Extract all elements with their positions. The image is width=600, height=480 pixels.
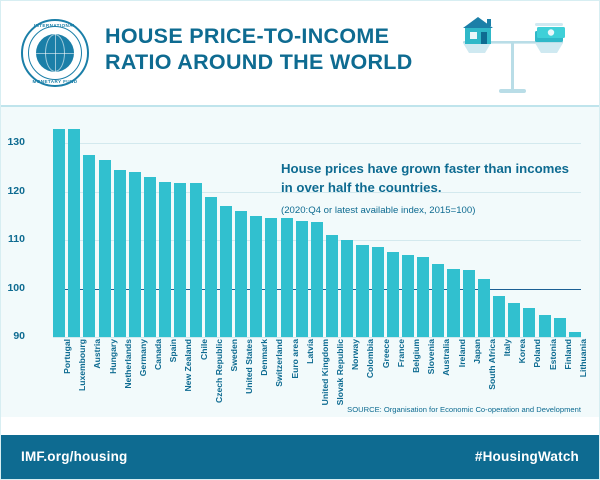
x-axis-label-text: Euro area — [289, 339, 300, 379]
bar-column — [235, 119, 247, 337]
callout-text — [281, 159, 571, 216]
chart-panel — [1, 107, 599, 417]
bar-column — [432, 119, 444, 337]
bar-column — [539, 119, 551, 337]
x-axis-label-text: Slovak Republic — [335, 339, 346, 406]
x-axis-label — [417, 339, 437, 413]
bar[interactable] — [144, 177, 156, 337]
x-axis-label-text: Japan — [471, 339, 482, 364]
footer-hashtag[interactable]: #HousingWatch — [474, 449, 579, 464]
bar[interactable] — [326, 235, 338, 337]
x-axis-label-text: Switzerland — [274, 339, 285, 387]
x-axis-label-text: Korea — [517, 339, 528, 364]
x-axis-label-text: Norway — [350, 339, 361, 371]
x-axis-label-text: United Kingdom — [319, 339, 330, 406]
bar-column — [99, 119, 111, 337]
x-axis-label-text: Luxembourg — [77, 339, 88, 392]
x-axis-label-text: Lithuania — [577, 339, 588, 378]
x-axis-label — [432, 339, 452, 413]
source-note: SOURCE: Organisation for Economic Co-operation and Development — [347, 405, 581, 414]
bar-column — [265, 119, 277, 337]
bar-column — [372, 119, 384, 337]
x-axis-label — [478, 339, 497, 413]
x-axis-label — [281, 339, 300, 413]
bar[interactable] — [83, 155, 95, 337]
bar[interactable] — [311, 222, 323, 337]
bar-column — [281, 119, 293, 337]
bar-column — [220, 119, 232, 337]
y-axis-tick-110: 110 — [8, 233, 25, 246]
bar-series — [53, 119, 581, 337]
bar-column — [159, 119, 171, 337]
bar[interactable] — [539, 315, 551, 337]
x-axis-label — [220, 339, 239, 413]
x-axis-label — [539, 339, 558, 413]
x-axis-label-text: Colombia — [365, 339, 376, 379]
x-axis-label — [447, 339, 467, 413]
bar-column — [341, 119, 353, 337]
bar[interactable] — [99, 160, 111, 337]
x-axis-label-text: Czech Republic — [213, 339, 224, 403]
bar[interactable] — [68, 129, 80, 337]
bar-column — [356, 119, 368, 337]
page-title — [105, 23, 425, 75]
bar[interactable] — [417, 257, 429, 337]
callout-sub: (2020:Q4 or latest available index, 2015=100) — [281, 205, 476, 216]
bar[interactable] — [523, 308, 535, 337]
imf-seal-icon — [21, 19, 91, 89]
x-axis-label-text: Germany — [137, 339, 148, 377]
x-axis-label-text: Denmark — [259, 339, 270, 376]
header — [1, 1, 599, 105]
bar[interactable] — [356, 245, 368, 337]
bar-column — [523, 119, 535, 337]
x-axis-label-text: Sweden — [228, 339, 239, 372]
bar[interactable] — [205, 197, 217, 337]
bar[interactable] — [235, 211, 247, 337]
bar[interactable] — [478, 279, 490, 337]
x-axis-label-text: Australia — [441, 339, 452, 376]
bar-column — [463, 119, 475, 337]
x-axis-label — [144, 339, 164, 413]
seal-text-top: INTERNATIONAL — [33, 22, 77, 28]
x-axis-label-text: Estonia — [547, 339, 558, 371]
x-axis-label — [463, 339, 482, 413]
bar-column — [114, 119, 126, 337]
bar[interactable] — [281, 218, 293, 337]
seal-text-bottom: MONETARY FUND — [32, 78, 78, 84]
bar-column — [129, 119, 141, 337]
bar[interactable] — [159, 182, 171, 337]
x-axis-label-text: Latvia — [304, 339, 315, 364]
x-axis-label — [174, 339, 194, 413]
bar[interactable] — [372, 247, 384, 337]
x-axis-label — [250, 339, 270, 413]
x-axis-label — [387, 339, 406, 413]
bar-column — [402, 119, 414, 337]
footer — [1, 435, 599, 479]
bar-column — [205, 119, 217, 337]
x-axis-label — [235, 339, 255, 413]
x-axis-label — [311, 339, 330, 413]
bar-column — [144, 119, 156, 337]
bar-column — [83, 119, 95, 337]
bar-column — [250, 119, 262, 337]
callout-main: House prices have grown faster than incomes in over half the countries. — [281, 161, 570, 195]
footer-site-link[interactable]: IMF.org/housing — [21, 449, 128, 464]
bar[interactable] — [508, 303, 520, 337]
x-axis-label — [523, 339, 543, 413]
seal-text — [21, 19, 89, 87]
bar-column — [554, 119, 566, 337]
x-axis-label — [569, 339, 588, 413]
x-axis-label-text: Ireland — [456, 339, 467, 368]
x-axis-label-text: New Zealand — [183, 339, 194, 392]
x-axis-label-text: Spain — [168, 339, 179, 363]
x-axis-label-text: Belgium — [410, 339, 421, 373]
bar-column — [508, 119, 520, 337]
bar[interactable] — [402, 255, 414, 337]
bar-column — [417, 119, 429, 337]
title-line-2: RATIO AROUND THE WORLD — [105, 50, 413, 74]
bar[interactable] — [447, 269, 459, 337]
x-axis-labels — [53, 339, 588, 413]
x-axis-label-text: Canada — [153, 339, 164, 371]
bar[interactable] — [190, 183, 202, 337]
x-axis-label-text: Finland — [562, 339, 573, 370]
x-axis-label-text: Slovenia — [426, 339, 437, 375]
y-axis-tick-90: 90 — [13, 330, 25, 342]
plot-area — [7, 119, 581, 342]
bar[interactable] — [114, 170, 126, 337]
x-axis-label — [68, 339, 88, 413]
bar[interactable] — [129, 172, 141, 337]
x-axis-label — [205, 339, 224, 413]
bar[interactable] — [554, 318, 566, 337]
bar-column — [447, 119, 459, 337]
x-axis-label — [265, 339, 285, 413]
bar-column — [53, 119, 65, 337]
x-axis-label-text: Portugal — [62, 339, 73, 374]
x-axis-label-text: Chile — [198, 339, 209, 361]
bar[interactable] — [174, 183, 186, 337]
bar-column — [190, 119, 202, 337]
bar[interactable] — [265, 218, 277, 337]
x-axis-label — [190, 339, 209, 413]
x-axis-label — [402, 339, 421, 413]
y-axis-tick-120: 120 — [7, 184, 25, 197]
bar[interactable] — [296, 221, 308, 337]
x-axis-label — [356, 339, 376, 413]
x-axis-label — [53, 339, 73, 413]
x-axis-label-text: Hungary — [107, 339, 118, 374]
bar-column — [174, 119, 186, 337]
house-and-money-scale-illustration — [445, 15, 585, 99]
bar-column — [296, 119, 308, 337]
bar[interactable] — [463, 270, 475, 337]
bar-column — [68, 119, 80, 337]
x-axis-label-text: Austria — [92, 339, 103, 369]
x-axis-label-text: Greece — [380, 339, 391, 369]
bar[interactable] — [432, 264, 444, 337]
y-axis-tick-130: 130 — [7, 136, 25, 149]
y-axis-tick-100: 100 — [7, 281, 25, 294]
x-axis-label — [372, 339, 391, 413]
bar[interactable] — [53, 129, 65, 337]
x-axis-label — [493, 339, 513, 413]
bar[interactable] — [250, 216, 262, 337]
x-axis-label — [83, 339, 103, 413]
x-axis-label — [554, 339, 573, 413]
bar-column — [326, 119, 338, 337]
x-axis-label — [159, 339, 179, 413]
bar-column — [311, 119, 323, 337]
bar[interactable] — [569, 332, 581, 337]
x-axis-label — [296, 339, 315, 413]
bar[interactable] — [493, 296, 505, 337]
x-axis-label-text: South Africa — [486, 339, 497, 390]
x-axis-label — [341, 339, 361, 413]
x-axis-label — [508, 339, 528, 413]
bar-column — [569, 119, 581, 337]
bar-column — [493, 119, 505, 337]
title-line-1: HOUSE PRICE-TO-INCOME — [105, 24, 390, 48]
x-axis-label — [326, 339, 346, 413]
x-axis-label-text: Poland — [532, 339, 543, 368]
x-axis-label-text: Netherlands — [122, 339, 133, 389]
bar-column — [387, 119, 399, 337]
bar[interactable] — [387, 252, 399, 337]
bar[interactable] — [341, 240, 353, 337]
x-axis-label-text: Italy — [502, 339, 513, 357]
x-axis-label-text: United States — [244, 339, 255, 394]
x-axis-label — [99, 339, 118, 413]
x-axis-label-text: France — [395, 339, 406, 368]
bar-column — [478, 119, 490, 337]
x-axis-label — [114, 339, 133, 413]
bar[interactable] — [220, 206, 232, 337]
x-axis-label — [129, 339, 148, 413]
